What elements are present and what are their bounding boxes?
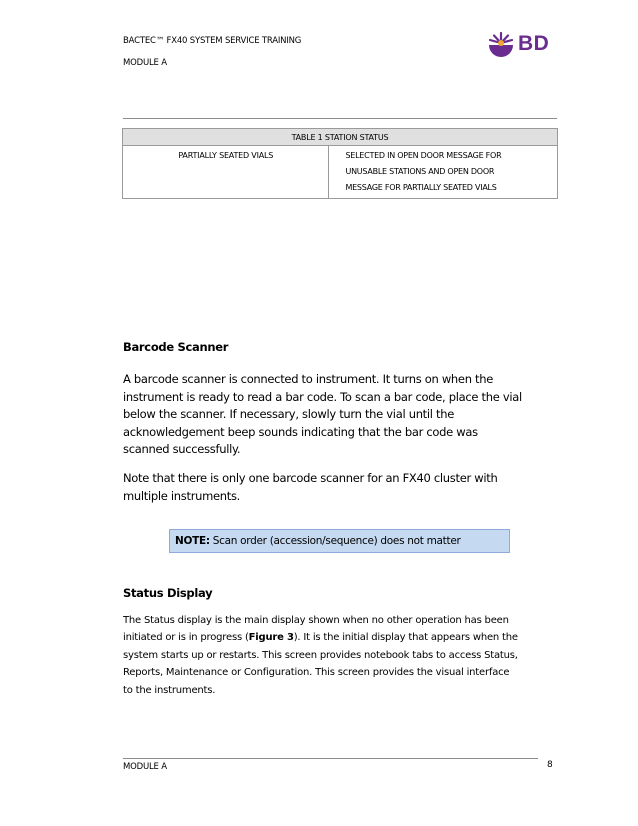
barcode-scanner-heading: Barcode Scanner [123, 340, 229, 354]
bd-sunburst-logo-icon [486, 31, 516, 57]
status-display-heading: Status Display [123, 586, 213, 600]
header-title: BACTEC™ FX40 SYSTEM SERVICE TRAINING [123, 36, 302, 46]
note-label: NOTE: [175, 535, 210, 547]
barcode-paragraph-1 [123, 371, 563, 459]
paragraph-text: initiated or is in progress ( [123, 632, 249, 644]
description-line: MESSAGE FOR PARTIALLY SEATED VIALS [345, 183, 497, 192]
paragraph-line: The Status display is the main display shown when no other operation has been [123, 615, 509, 626]
paragraph-line: acknowledgement beep sounds indicating that the bar code was [123, 424, 478, 439]
status-paragraph [123, 612, 555, 699]
barcode-paragraph-2 [123, 470, 563, 505]
table-row [123, 146, 558, 199]
logo-text: BD [518, 32, 550, 55]
table-cell-condition: PARTIALLY SEATED VIALS [123, 146, 329, 199]
figure-reference: Figure 3 [248, 632, 294, 644]
page-number: 8 [547, 760, 553, 770]
paragraph-line: below the scanner. If necessary, slowly turn the vial until the [123, 407, 455, 421]
paragraph-line: to the instruments. [123, 684, 216, 696]
header-divider [123, 118, 557, 119]
paragraph-line: system starts up or restarts. This screen provides notebook tabs to access Status, [123, 649, 518, 661]
paragraph-line [123, 629, 555, 646]
paragraph-line: multiple instruments. [123, 488, 241, 503]
description-line: UNUSABLE STATIONS AND OPEN DOOR [345, 167, 495, 176]
footer-divider [123, 758, 538, 759]
paragraph-line: instrument is ready to read a bar code. To scan a bar code, place the vial [123, 389, 522, 404]
table-cell-description [329, 146, 558, 199]
bd-logo [486, 30, 556, 58]
paragraph-line: Note that there is only one barcode scanner for an FX40 cluster with [123, 471, 498, 485]
description-line: SELECTED IN OPEN DOOR MESSAGE FOR [345, 151, 502, 160]
note-box [169, 529, 510, 553]
paragraph-line: A barcode scanner is connected to instrument. It turns on when the [123, 372, 494, 386]
header-module: MODULE A [123, 58, 167, 68]
note-text: Scan order (accession/sequence) does not matter [209, 535, 461, 547]
footer-module: MODULE A [123, 762, 167, 772]
station-status-table [122, 128, 558, 199]
table-caption: TABLE 1 STATION STATUS [123, 129, 558, 146]
paragraph-line: Reports, Maintenance or Configuration. This screen provides the visual interface [123, 667, 510, 679]
paragraph-line: scanned successfully. [123, 442, 241, 456]
paragraph-text: ). It is the initial display that appears when the [293, 632, 518, 644]
